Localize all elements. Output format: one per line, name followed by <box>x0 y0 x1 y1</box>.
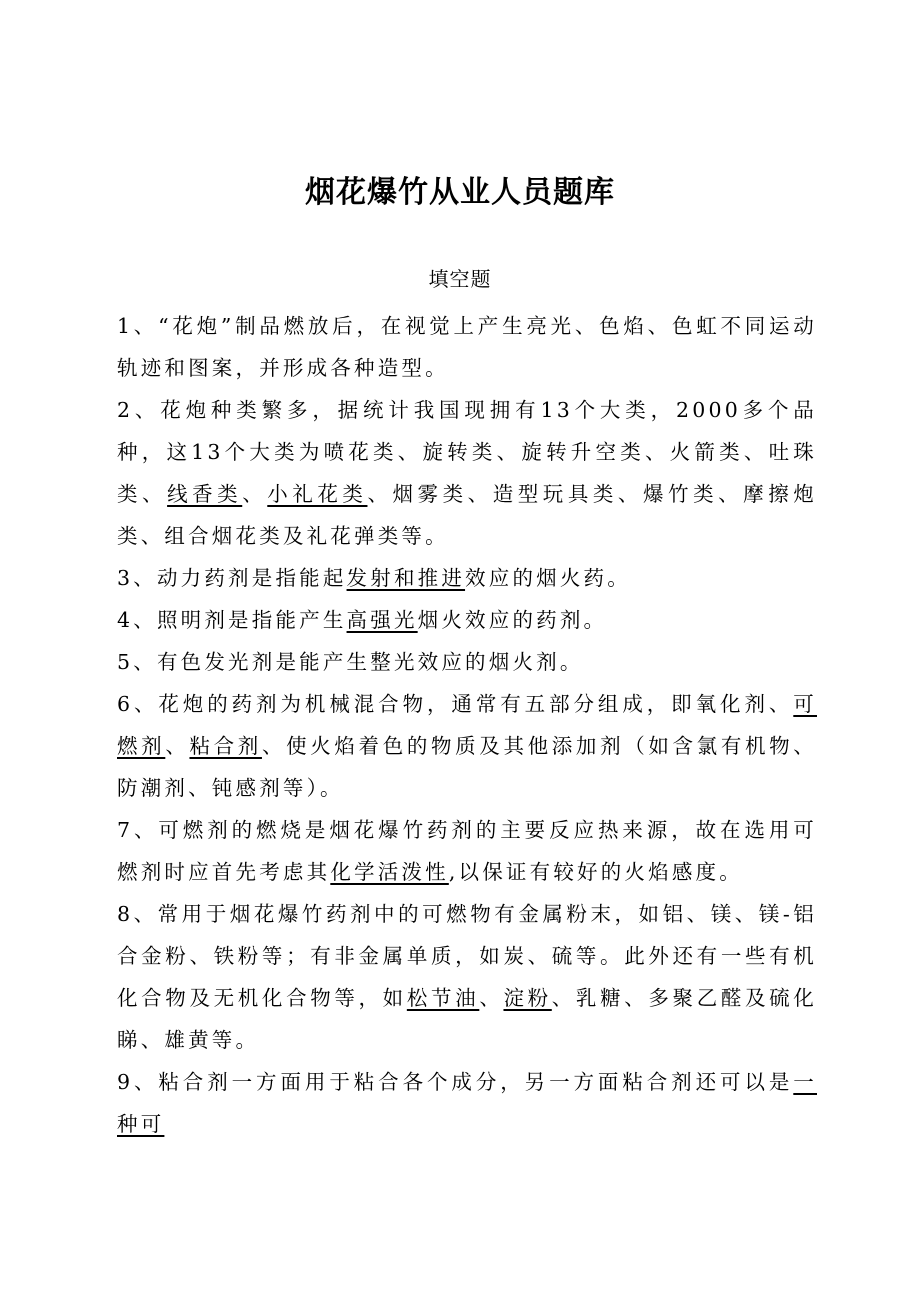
question-text: 2、花炮种类繁多，据统计我国现拥有13个大类，2000多个品种，这13个大类为喷花类、旋转类、旋转升空类、火箭类、吐珠类、 <box>117 398 817 506</box>
question-text: 3、动力药剂是指能起 <box>117 566 347 590</box>
question-item <box>117 599 817 641</box>
question-text: 、 <box>242 482 268 506</box>
question-list <box>117 305 817 1145</box>
question-text: 、 <box>479 986 504 1010</box>
question-item <box>117 893 817 1061</box>
question-text: 、使火焰着色的物质及其他添加剂（如含氯有机物、防潮剂、钝感剂等）。 <box>117 734 817 800</box>
question-item <box>117 389 817 557</box>
answer-underlined: 发射和推进 <box>346 566 466 590</box>
answer-underlined: 一种可 <box>117 1070 817 1136</box>
document-title: 烟花爆竹从业人员题库 <box>305 175 615 210</box>
question-item <box>117 683 817 809</box>
answer-underlined: 淀粉 <box>503 986 552 1010</box>
question-text: 9、粘合剂一方面用于粘合各个成分，另一方面粘合剂还可以是 <box>117 1070 794 1094</box>
question-text: 6、花炮的药剂为机械混合物，通常有五部分组成，即氧化剂、 <box>117 692 794 716</box>
question-item <box>117 305 817 389</box>
answer-underlined: 松节油 <box>406 986 480 1010</box>
question-text: 、乳糖、多聚乙醛及硫化睇、雄黄等。 <box>117 986 818 1052</box>
answer-underlined: 高强光 <box>346 608 418 632</box>
question-text: 5、有色发光剂是能产生整光效应的烟火剂。 <box>117 650 584 674</box>
answer-underlined: 可燃剂 <box>117 692 817 758</box>
question-text: ,以保证有较好的火焰感度。 <box>448 860 743 884</box>
question-text: 效应的烟火药。 <box>465 566 631 590</box>
answer-underlined: 化学活泼性 <box>330 860 449 884</box>
question-text: 1、“花炮”制品燃放后，在视觉上产生亮光、色焰、色虹不同运动轨迹和图案，并形成各种造型。 <box>117 314 817 380</box>
question-item <box>117 641 817 683</box>
section-heading: 填空题 <box>428 267 492 291</box>
question-text: 、烟雾类、造型玩具类、爆竹类、摩擦炮类、组合烟花类及礼花弹类等。 <box>117 482 817 548</box>
question-text: 、 <box>165 734 190 758</box>
question-item <box>117 1061 817 1145</box>
answer-underlined: 小礼花类 <box>267 482 368 506</box>
question-text: 7、可燃剂的燃烧是烟花爆竹药剂的主要反应热来源，故在选用可燃剂时应首先考虑其 <box>117 818 817 884</box>
answer-underlined: 粘合剂 <box>189 734 262 758</box>
question-text: 8、常用于烟花爆竹药剂中的可燃物有金属粉末，如铝、镁、镁-铝合金粉、铁粉等；有非金属单质，如炭、硫等。此外还有一些有机化合物及无机化合物等，如 <box>117 902 817 1010</box>
question-text: 烟火效应的药剂。 <box>417 608 608 632</box>
question-item <box>117 809 817 893</box>
answer-underlined: 线香类 <box>167 482 243 506</box>
question-text: 4、照明剂是指能产生 <box>117 608 347 632</box>
question-item <box>117 557 817 599</box>
